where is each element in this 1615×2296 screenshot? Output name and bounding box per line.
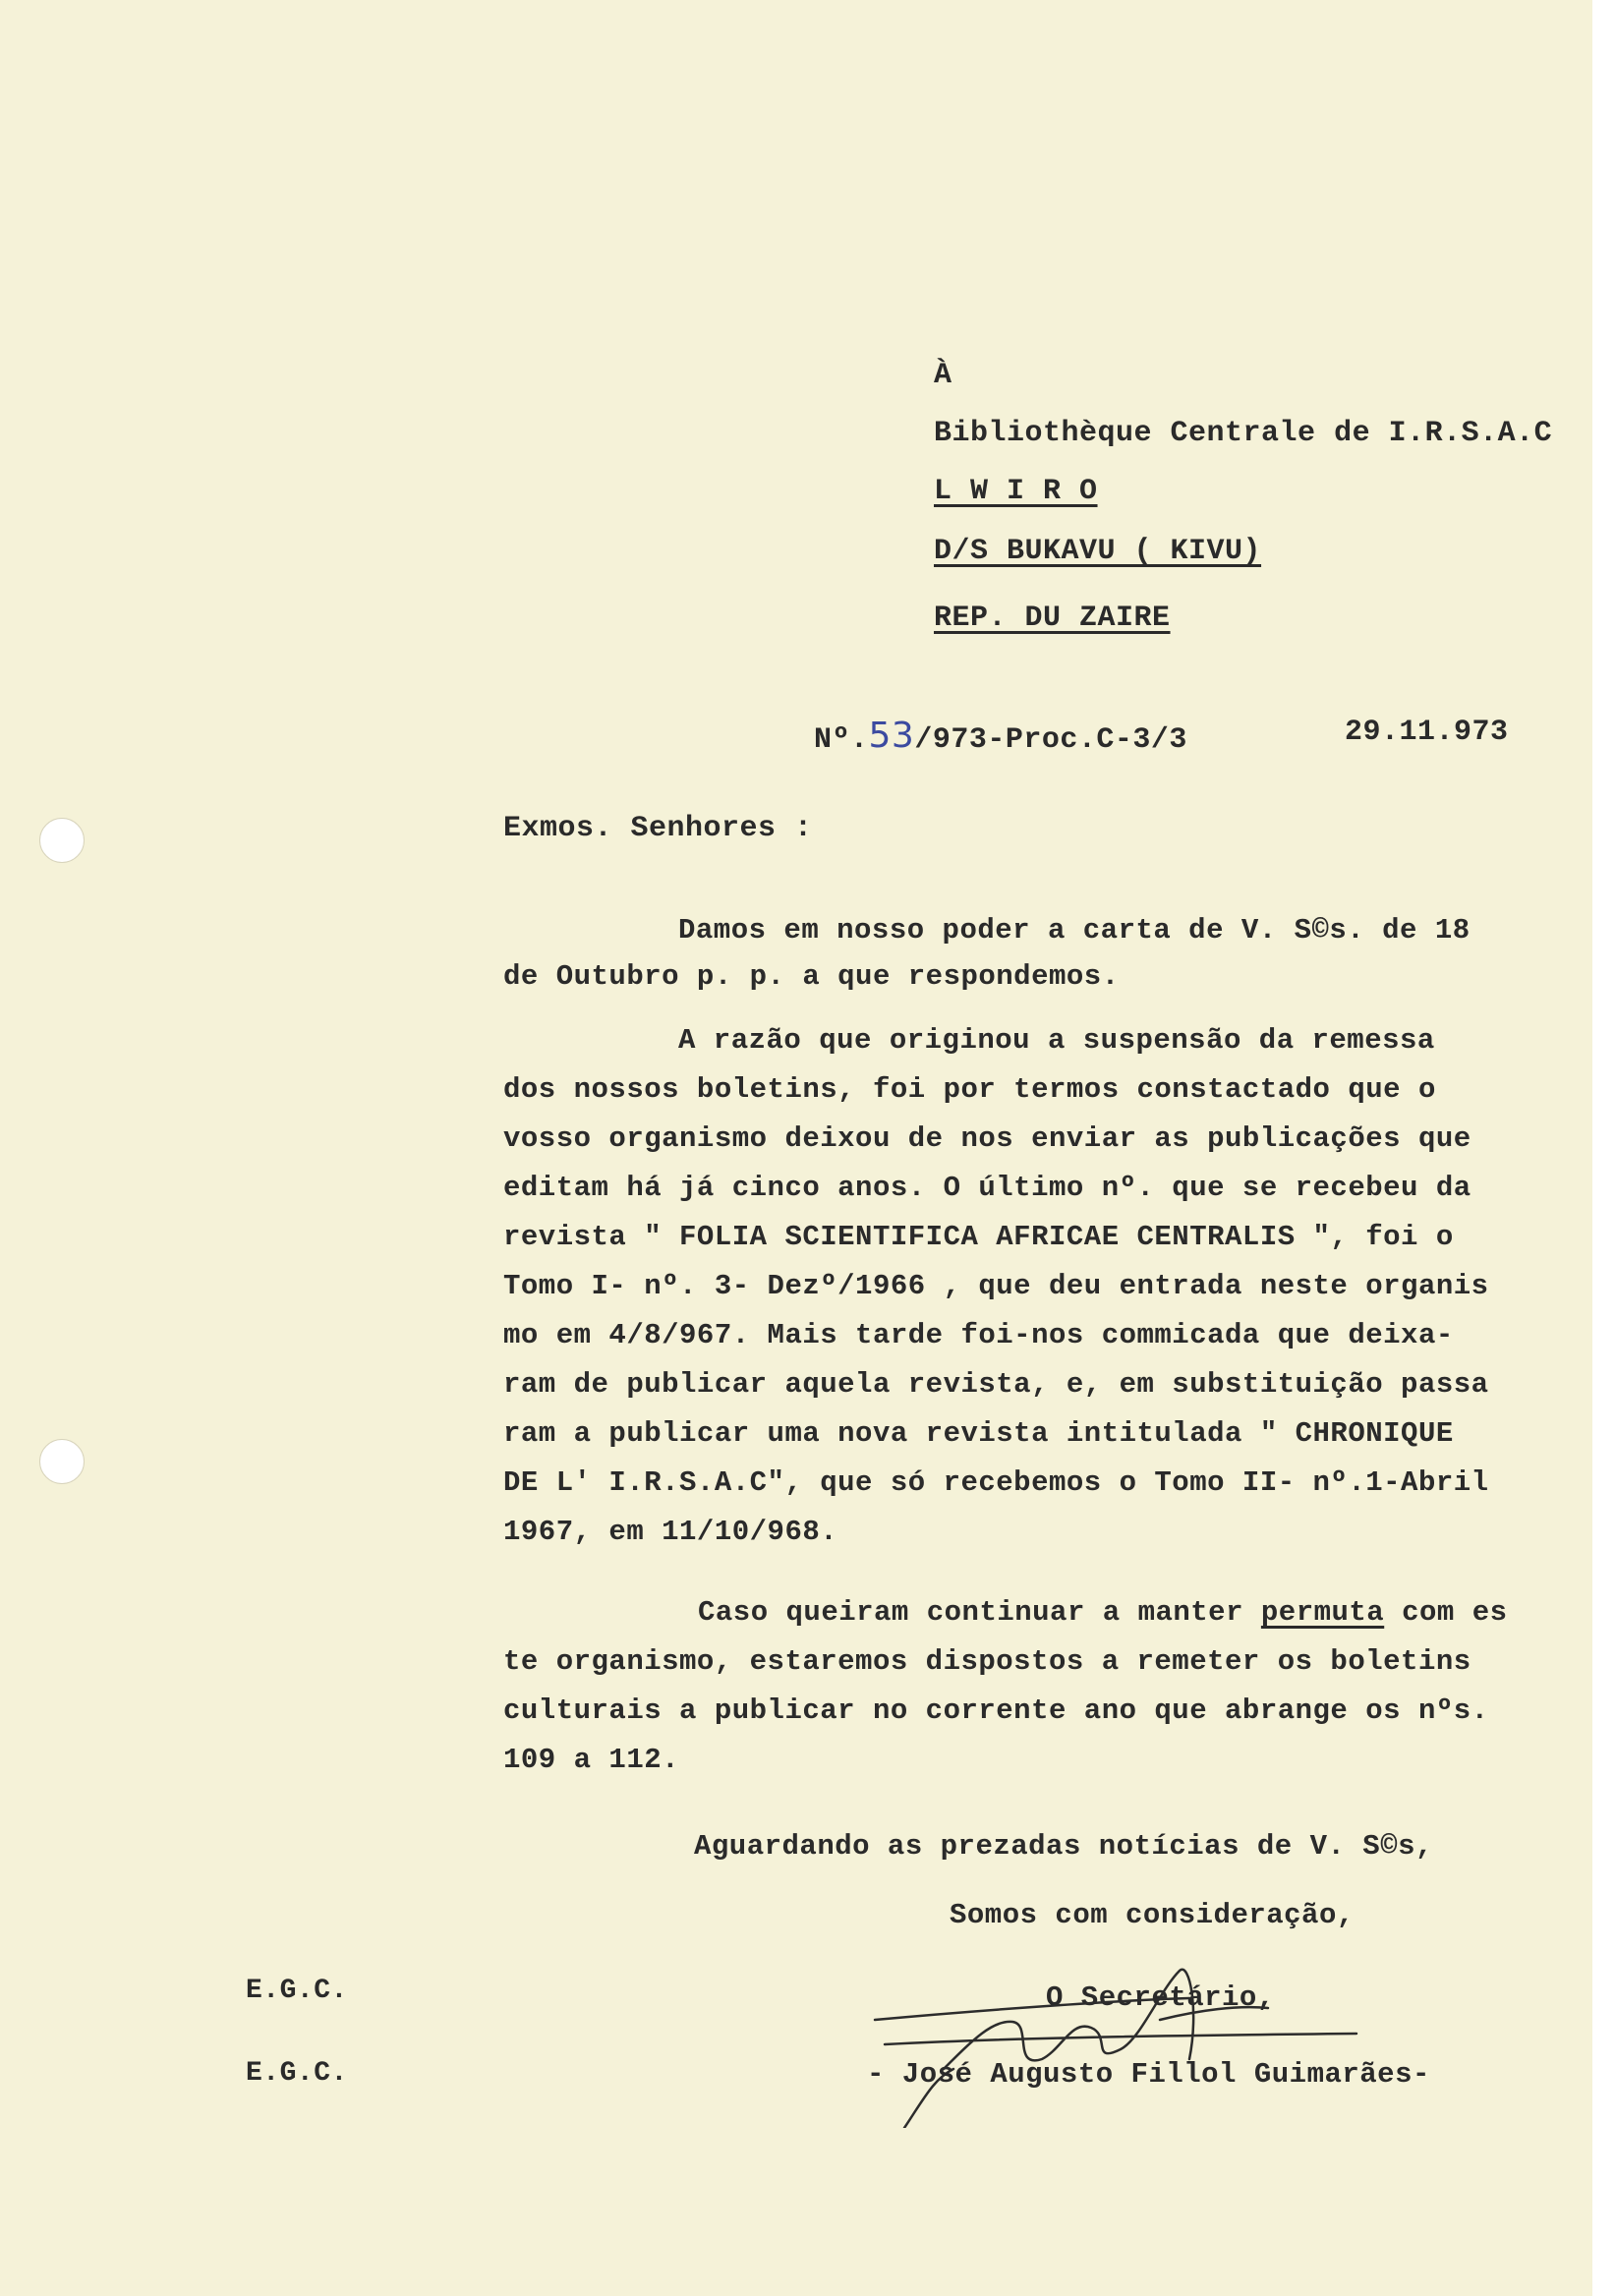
letter-date: 29.11.973 xyxy=(1345,716,1509,749)
paragraph-3-text: Caso queiram continuar a manter permuta com es xyxy=(698,1596,1508,1629)
paragraph-2-line: editam há já cinco anos. O último nº. que se recebeu da xyxy=(503,1172,1471,1204)
initials-1: E.G.C. xyxy=(246,1976,348,2006)
paragraph-1-line: Damos em nosso poder a carta de V. S©s. de 18 xyxy=(678,914,1471,947)
recipient-line-1: Bibliothèque Centrale de I.R.S.A.C xyxy=(934,417,1553,450)
closing-line-1: Aguardando as prezadas notícias de V. S©s, xyxy=(694,1830,1433,1863)
reference-suffix: /973-Proc.C-3/3 xyxy=(914,723,1187,757)
paragraph-2-line: mo em 4/8/967. Mais tarde foi-nos commicada que deixa- xyxy=(503,1319,1454,1351)
paragraph-2-line: revista " FOLIA SCIENTIFICA AFRICAE CENTRALIS ", foi o xyxy=(503,1221,1454,1253)
paper-edge xyxy=(1592,0,1615,2296)
paragraph-2-line: vosso organismo deixou de nos enviar as publicações que xyxy=(503,1122,1471,1155)
reference-number xyxy=(814,716,1187,757)
paragraph-3-line: culturais a publicar no corrente ano que abrange os nºs. xyxy=(503,1694,1489,1727)
paragraph-3-line: 109 a 112. xyxy=(503,1744,680,1776)
paragraph-2-line: ram de publicar aquela revista, e, em substituição passa xyxy=(503,1368,1489,1401)
underlined-word: permuta xyxy=(1260,1596,1385,1629)
paragraph-1-line: de Outubro p. p. a que respondemos. xyxy=(503,960,1120,993)
paragraph-3-line: te organismo, estaremos dispostos a remeter os boletins xyxy=(503,1645,1471,1678)
paragraph-2-line: A razão que originou a suspensão da remessa xyxy=(678,1024,1435,1057)
handwritten-number: 53 xyxy=(868,716,915,756)
signatory-name: - José Augusto Fillol Guimarães- xyxy=(867,2058,1430,2091)
salutation: Exmos. Senhores : xyxy=(503,812,813,845)
closing-line-2: Somos com consideração, xyxy=(950,1899,1355,1931)
paragraph-2-line: dos nossos boletins, foi por termos constactado que o xyxy=(503,1073,1436,1106)
punch-hole-top xyxy=(39,818,85,863)
recipient-line-3: D/S BUKAVU ( KIVU) xyxy=(934,535,1262,568)
paragraph-2-line: Tomo I- nº. 3- Dezº/1966 , que deu entrada neste organis xyxy=(503,1270,1489,1302)
signatory-title: O Secretário, xyxy=(1046,1981,1275,2014)
paragraph-2-line: DE L' I.R.S.A.C", que só recebemos o Tomo II- nº.1-Abril xyxy=(503,1466,1489,1499)
recipient-prefix: À xyxy=(934,359,952,392)
paragraph-2-line: 1967, em 11/10/968. xyxy=(503,1516,838,1548)
recipient-line-4: REP. DU ZAIRE xyxy=(934,602,1171,635)
paragraph-2-line: ram a publicar uma nova revista intitulada " CHRONIQUE xyxy=(503,1417,1454,1450)
reference-prefix: Nº. xyxy=(814,723,869,757)
paragraph-3-line xyxy=(698,1596,1508,1629)
recipient-line-2: L W I R O xyxy=(934,475,1098,508)
initials-2: E.G.C. xyxy=(246,2058,348,2089)
punch-hole-bottom xyxy=(39,1439,85,1484)
handwritten-signature xyxy=(865,1951,1376,2128)
